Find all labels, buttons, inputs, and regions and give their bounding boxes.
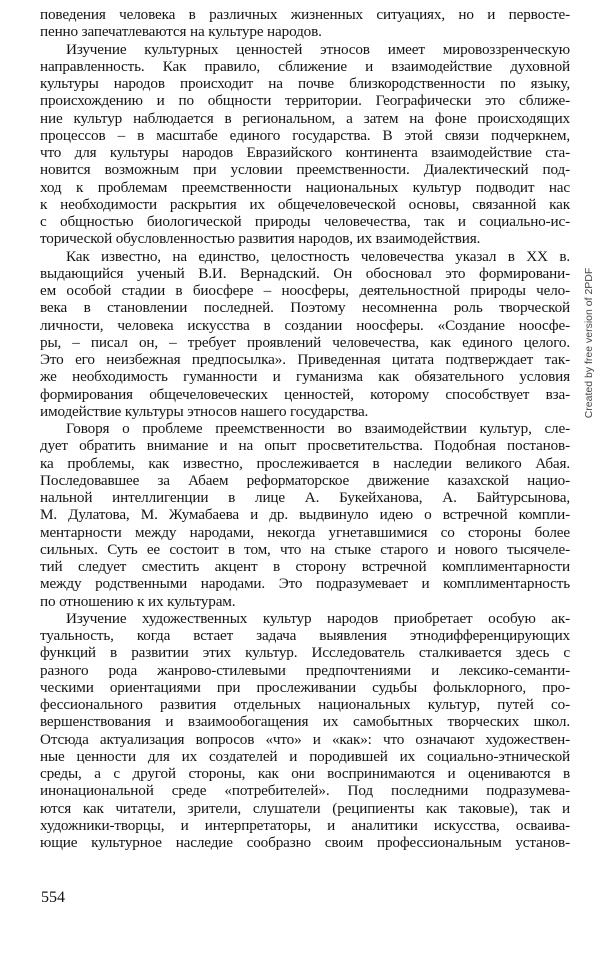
text-line: процессов – в масштабе единого государства. В этой связи подчеркнем,: [40, 126, 570, 144]
watermark-text: Created by free version of 2PDF: [583, 267, 595, 419]
paragraph-cultural-values: [40, 41, 570, 248]
text-line: инонациональной среде «потребителей». Под последними подразумева-: [40, 782, 570, 800]
text-line: формирования общечеловеческих ценностей, которому способствует вза-: [40, 385, 570, 403]
text-line: ные ценности для их создателей и породившей их социально-этнической: [40, 747, 570, 765]
text-line: ход к проблемам преемственности национальных культур подводит нас: [40, 178, 570, 196]
text-line: Изучение художественных культур народов приобретает особую ак-: [66, 609, 570, 627]
text-line: художники-творцы, и интерпретаторы, и аналитики искусства, осваива-: [40, 816, 570, 834]
text-line: же необходимость гуманности и гуманизма как обязательного условия: [40, 368, 570, 386]
text-line: века в становлении последней. Поэтому несомненна роль творческой: [40, 299, 570, 317]
text-line: функций в развитии этих культур. Исследователь сталкивается здесь с: [40, 644, 570, 662]
text-line: среды, а с другой стороны, как они воспринимаются и оцениваются в: [40, 765, 570, 782]
text-line: М. Дулатова, М. Жумабаева и др. выдвинуло идею о встречной компли-: [40, 506, 570, 524]
text-line: нальной интеллигенции в лице А. Букейханова, А. Байтурсынова,: [40, 489, 570, 506]
text-line: происхождению и по общности территории. Географически это сближе-: [40, 92, 570, 110]
text-line: ние культур наблюдается в региональном, а затем на фоне происходящих: [40, 109, 570, 127]
page-body: [40, 6, 570, 851]
text-line: выдающийся ученый В.И. Вернадский. Он обосновал это формировани-: [40, 264, 570, 282]
text-line: дует обратить внимание и на опыт просветительства. Подобная постанов-: [40, 437, 570, 455]
text-line: личности, человека искусства в создании ноосферы. «Создание ноосфе-: [40, 316, 570, 334]
text-line: по отношению к их культурам.: [40, 592, 236, 610]
text-line: направленность. Как правило, сближение и взаимодействие духовной: [40, 57, 570, 75]
text-line: Говоря о проблеме преемственности во взаимодействии культур, сле-: [66, 420, 570, 437]
paragraph-continuation: [40, 6, 570, 41]
text-line: ющие культурное наследие сообразно своим профессиональным установ-: [40, 834, 570, 851]
text-line: сильных. Суть ее состоит в том, что на стыке старого и нового тысячеле-: [40, 540, 570, 558]
text-line: с общностью биологической природы человечества, так и социально-ис-: [40, 213, 570, 230]
paragraph-abai: [40, 420, 570, 610]
text-line: Отсюда актуализация вопросов «что» и «как»: что означают художествен-: [40, 730, 570, 748]
text-line: Изучение культурных ценностей этносов имеет мировоззренческую: [66, 40, 570, 58]
text-line: разного рода жанрово-стилевыми предпочтениями и лексико-семанти-: [40, 661, 570, 679]
text-line: ческими ориентациями при прослеживании судьбы фольклорного, про-: [40, 678, 570, 696]
text-line: ры, – писал он, – требует проявлений человечества, как единого целого.: [40, 333, 570, 351]
text-line: вершенствования и взаимообогащения их самобытных творческих школ.: [40, 713, 570, 731]
text-line: Как известно, на единство, целостность человечества указал в XX в.: [66, 247, 570, 265]
watermark: [582, 188, 596, 498]
paragraph-vernadsky: [40, 248, 570, 421]
text-line: пенно запечатлеваются на культуре народов.: [40, 23, 322, 41]
text-line: Это его неизбежная предпосылка». Приведенная цитата подтверждает так-: [40, 351, 570, 368]
text-line: ка проблемы, как известно, прослеживается в наследии великого Абая.: [40, 454, 570, 472]
text-line: туальность, когда встает задача выявления этнодифференцирующих: [40, 627, 570, 644]
text-line: ем особой стадии в биосфере – ноосферы, деятельностной природы чело-: [40, 282, 570, 299]
text-line: Последовавшее за Абаем реформаторское движение казахской нацио-: [40, 471, 570, 489]
page-number: 554: [41, 889, 65, 906]
text-line: культуры народов происходит на почве близкородственности по языку,: [40, 75, 570, 92]
text-line: что для культуры народов Евразийского континента взаимодействие ста-: [40, 144, 570, 161]
text-line: новится возможным при условии преемственности. Диалектический под-: [40, 161, 570, 179]
text-line: имодействие культуры этносов нашего государства.: [40, 402, 369, 420]
text-line: фессионального развития отдельных национальных культур, путей со-: [40, 696, 570, 713]
text-line: торической обусловленностью развития народов, их взаимодействия.: [40, 230, 481, 248]
text-line: между родственными народами. Это подразумевает и комплиментарность: [40, 575, 570, 593]
text-line: к необходимости раскрытия их общечеловеческой основы, связанной как: [40, 195, 570, 213]
text-line: тий следует сместить акцент в сторону встречной комплиментарности: [40, 558, 570, 575]
text-line: ются как читатели, зрители, слушатели (реципиенты как таковые), так и: [40, 799, 570, 817]
text-line: поведения человека в различных жизненных ситуациях, но и первосте-: [40, 6, 570, 23]
text-line: ментарности между народами, некогда угнетавшимися со стороны более: [40, 523, 570, 541]
paragraph-artistic-cultures: [40, 610, 570, 852]
